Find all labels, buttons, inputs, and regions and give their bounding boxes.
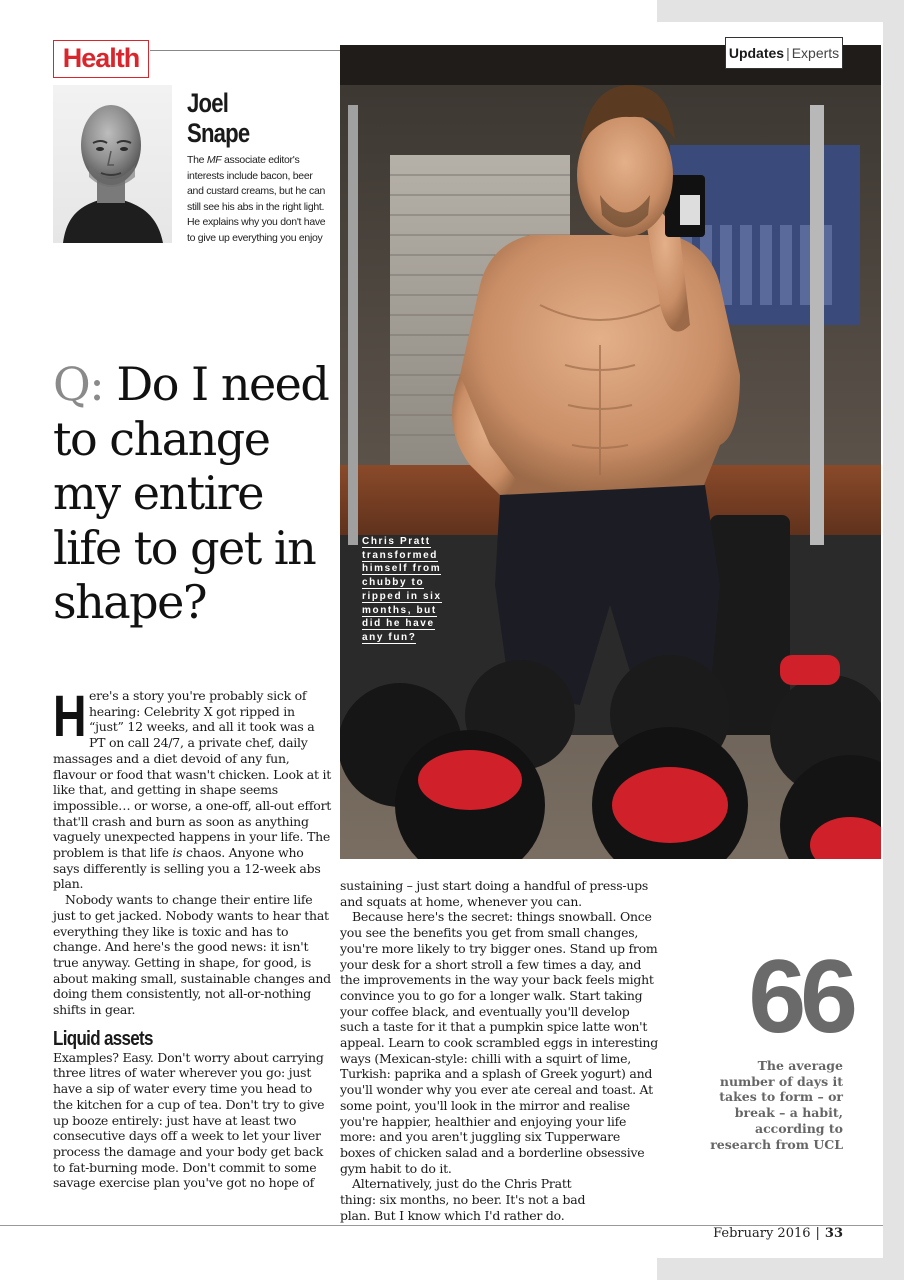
paragraph-text: chaos. Anyone who says differently is selling you a 12-week abs plan. bbox=[53, 845, 321, 892]
stat-caption: The average number of days it takes to form – or break – a habit, according to research from UCL bbox=[710, 1058, 843, 1152]
article-paragraph: Examples? Easy. Don't worry about carrying three litres of water wherever you go: just have a sip of water every time you head to the kitchen for a cup of tea. Don't try to give up booze entirely: just have at least two consecutive days off a week to let your liver process the damage and your body get back to fat-burning mode. Don't commit to some savage exercise plan you've got no hope of bbox=[53, 1049, 325, 1191]
page-edge-bottom bbox=[657, 1258, 904, 1280]
page-edge-strip bbox=[883, 0, 904, 1280]
article-paragraph: Nobody wants to change their entire life just to get jacked. Nobody wants to hear that everything they like is toxic and has to change. And here's the good news: it isn't true anyway. Getting in shape, for good, is about making small, sustainable changes and doing them consistently, not all-or-nothing shifts in gear. bbox=[53, 892, 331, 1018]
paragraph-text: ere's a story you're probably sick of hearing: Celebrity X got ripped in “just” 12 weeks, and all it took was a PT on call 24/7, a private chef, daily massages and a diet devoid of any fun, flavour or food that wasn't chicken. Look at it like that, and getting in shape seems impossible… or worse, a one-off, all-out effort that'll crash and burn as soon as anything vaguely unexpected happens in your life. The problem is that life bbox=[53, 688, 332, 861]
page-number: 33 bbox=[824, 1226, 843, 1241]
caption-line: any fun? bbox=[362, 631, 417, 643]
author-first-name: Joel bbox=[187, 88, 229, 118]
author-portrait-icon bbox=[53, 85, 172, 243]
issue-date: February 2016 bbox=[713, 1226, 811, 1241]
breadcrumb-separator: | bbox=[786, 45, 790, 61]
section-tag: Health bbox=[53, 40, 149, 78]
article-paragraph: Because here's the secret: things snowball. Once you see the benefits you get from small changes, you're more likely to try bigger ones. Stand up from your desk for a short stroll a few times a day, and the improvements in the way your back feels might convince you to go for a longer walk. Start taking your coffee black, and eventually you'll develop such a taste for it that a pumpkin spice latte won't appeal. Learn to cook scrambled eggs in interesting ways (Mexican-style: chilli with a squirt of lime, Turkish: paprika and a splash of Greek yogurt) and you'll wonder why you ever ate cereal and toast. At some point, you'll look in the mirror and realise you're happier, healthier and enjoying your life more: and you aren't juggling six Tupperware boxes of chicken salad and a borderline obsessive gym habit to do it. bbox=[340, 909, 658, 1176]
article-column-2 bbox=[340, 878, 658, 1223]
page-footer bbox=[650, 1225, 843, 1243]
caption-line: ripped in six bbox=[362, 590, 442, 602]
hero-photo bbox=[340, 45, 881, 859]
page-edge-top bbox=[657, 0, 904, 22]
article-paragraph bbox=[53, 684, 333, 892]
header-rule bbox=[150, 50, 340, 51]
section-breadcrumb bbox=[725, 37, 843, 69]
author-last-name: Snape bbox=[187, 118, 250, 148]
caption-line: transformed bbox=[362, 549, 438, 561]
article-paragraph: Alternatively, just do the Chris Pratt thing: six months, no beer. It's not a bad plan. But I know which I'd rather do. bbox=[340, 1176, 586, 1223]
bio-magazine: MF bbox=[206, 154, 222, 166]
caption-line: himself from bbox=[362, 563, 442, 575]
footer-separator: | bbox=[815, 1226, 820, 1241]
photo-caption bbox=[362, 535, 462, 645]
experts-label: Experts bbox=[791, 45, 840, 61]
caption-line: Chris Pratt bbox=[362, 536, 431, 547]
headline-text: Do I need to change my entire life to get in shape? bbox=[53, 357, 329, 629]
stat-number: 66 bbox=[748, 939, 852, 1055]
bio-text: associate editor's interests include bacon, beer and custard creams, but he can still see his abs in the right light. He explains why you don't have to give up everything you enjoy bbox=[187, 154, 326, 244]
article-paragraph: sustaining – just start doing a handful of press-ups and squats at home, whenever you can. bbox=[340, 878, 649, 909]
bio-prefix: The bbox=[187, 154, 207, 166]
author-portrait bbox=[53, 85, 172, 243]
gym-selfie-icon bbox=[340, 45, 881, 859]
article-column-1 bbox=[53, 684, 333, 1191]
drop-cap: H bbox=[53, 684, 87, 749]
caption-line: months, but bbox=[362, 604, 437, 616]
caption-line: did he have bbox=[362, 618, 435, 630]
author-name bbox=[187, 88, 285, 148]
article-headline bbox=[53, 357, 333, 630]
caption-line: chubby to bbox=[362, 577, 425, 589]
headline-q: Q: bbox=[53, 357, 104, 411]
article-subhead: Liquid assets bbox=[53, 1027, 153, 1050]
author-bio bbox=[187, 153, 327, 246]
paragraph-emphasis: is bbox=[172, 845, 183, 861]
updates-label: Updates bbox=[728, 45, 785, 61]
